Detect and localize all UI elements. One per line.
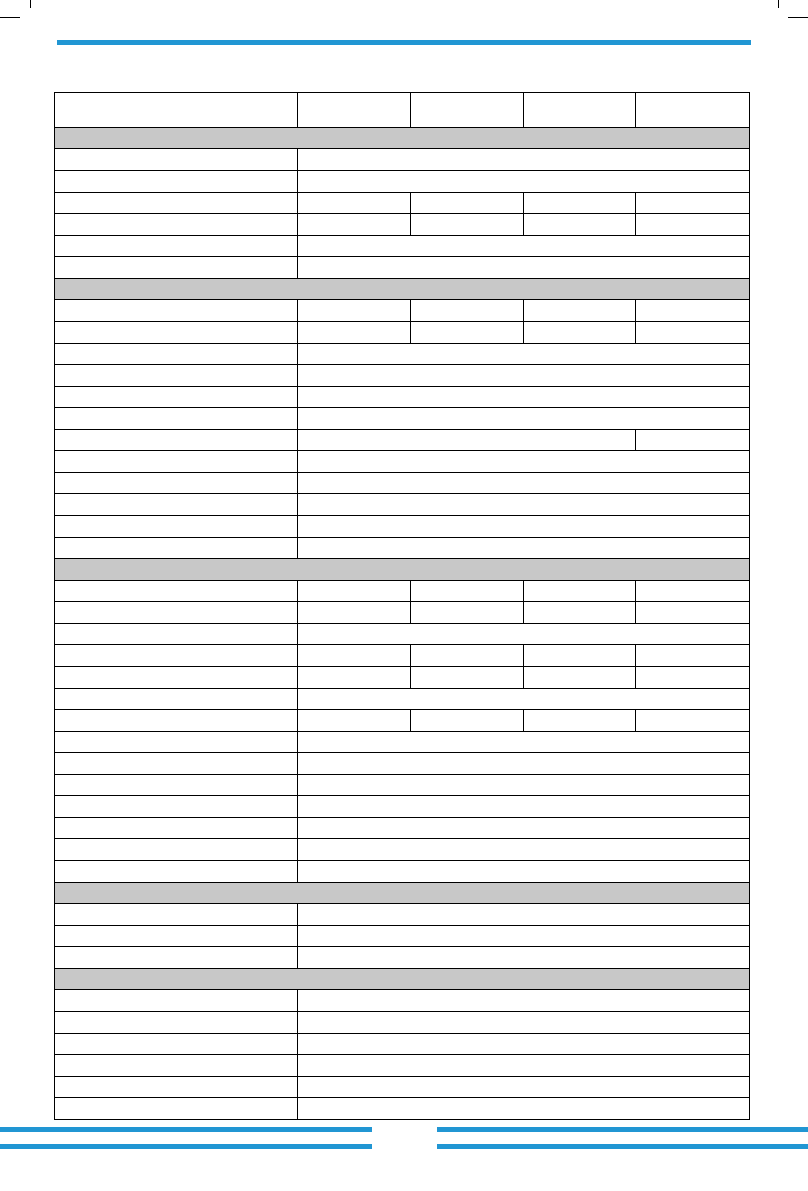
table-row — [55, 688, 750, 710]
footer-bar-right-lower — [437, 1144, 808, 1149]
row-label — [55, 1011, 298, 1033]
table-row — [55, 516, 750, 538]
section-header-row — [55, 278, 750, 300]
table-row — [55, 1055, 750, 1077]
row-value — [298, 214, 411, 236]
row-value — [298, 149, 750, 171]
row-value — [298, 1033, 750, 1055]
row-value — [636, 580, 750, 602]
row-label — [55, 149, 298, 171]
section-title — [55, 559, 750, 581]
table-row — [55, 149, 750, 171]
row-value — [411, 602, 524, 624]
row-value — [298, 1098, 750, 1120]
table-row — [55, 753, 750, 775]
table-row — [55, 321, 750, 343]
row-value — [298, 365, 750, 387]
table-row — [55, 731, 750, 753]
row-label — [55, 365, 298, 387]
row-label — [55, 408, 298, 430]
row-label — [55, 580, 298, 602]
row-value — [411, 666, 524, 688]
row-label — [55, 990, 298, 1012]
table-row — [55, 408, 750, 430]
row-value — [298, 817, 750, 839]
table-row — [55, 171, 750, 193]
row-label — [55, 192, 298, 214]
row-label — [55, 602, 298, 624]
row-value — [298, 1011, 750, 1033]
row-value — [298, 192, 411, 214]
row-label — [55, 516, 298, 538]
row-value — [636, 666, 750, 688]
row-value — [298, 839, 750, 861]
row-label — [55, 235, 298, 257]
table-row — [55, 623, 750, 645]
row-value — [298, 516, 750, 538]
row-label — [55, 861, 298, 883]
row-label — [55, 925, 298, 947]
table-row — [55, 861, 750, 883]
header-cell — [55, 93, 298, 128]
row-label — [55, 451, 298, 473]
row-label — [55, 429, 298, 451]
table-row — [55, 192, 750, 214]
row-value — [636, 429, 750, 451]
row-value — [636, 192, 750, 214]
table-row — [55, 214, 750, 236]
row-value — [524, 645, 636, 667]
row-label — [55, 817, 298, 839]
row-label — [55, 343, 298, 365]
row-value — [298, 537, 750, 559]
row-label — [55, 321, 298, 343]
row-value — [298, 904, 750, 926]
row-value — [298, 796, 750, 818]
row-value — [636, 645, 750, 667]
row-value — [298, 171, 750, 193]
table-row — [55, 817, 750, 839]
table-header-row — [55, 93, 750, 128]
row-label — [55, 947, 298, 969]
row-value — [298, 321, 411, 343]
row-value — [636, 321, 750, 343]
row-value — [524, 192, 636, 214]
row-label — [55, 171, 298, 193]
row-label — [55, 300, 298, 322]
row-label — [55, 472, 298, 494]
section-header-row — [55, 559, 750, 581]
row-label — [55, 537, 298, 559]
section-title — [55, 882, 750, 904]
table-row — [55, 429, 750, 451]
row-label — [55, 494, 298, 516]
row-value — [298, 688, 750, 710]
section-header-row — [55, 968, 750, 990]
row-value — [298, 947, 750, 969]
row-value — [298, 861, 750, 883]
row-value — [636, 300, 750, 322]
header-cell — [636, 93, 750, 128]
spec-table — [54, 92, 750, 1120]
row-value — [298, 494, 750, 516]
row-label — [55, 904, 298, 926]
row-value — [298, 990, 750, 1012]
row-label — [55, 1076, 298, 1098]
row-value — [298, 710, 411, 732]
row-value — [298, 408, 750, 430]
row-value — [636, 602, 750, 624]
row-value — [411, 300, 524, 322]
table-row — [55, 1076, 750, 1098]
row-value — [298, 602, 411, 624]
table-row — [55, 300, 750, 322]
row-value — [524, 580, 636, 602]
row-value — [298, 451, 750, 473]
table-row — [55, 451, 750, 473]
row-value — [636, 214, 750, 236]
crop-mark-top-left — [0, 17, 20, 18]
row-value — [298, 1076, 750, 1098]
row-value — [411, 192, 524, 214]
table-row — [55, 774, 750, 796]
row-value — [298, 1055, 750, 1077]
row-label — [55, 623, 298, 645]
page-number — [372, 1128, 436, 1152]
row-value — [298, 753, 750, 775]
header-cell — [298, 93, 411, 128]
row-label — [55, 753, 298, 775]
row-value — [411, 645, 524, 667]
table-row — [55, 1033, 750, 1055]
row-value — [298, 623, 750, 645]
row-label — [55, 731, 298, 753]
row-value — [298, 645, 411, 667]
table-row — [55, 645, 750, 667]
table-row — [55, 925, 750, 947]
table-row — [55, 666, 750, 688]
row-label — [55, 796, 298, 818]
row-value — [524, 321, 636, 343]
section-header-row — [55, 882, 750, 904]
row-value — [411, 214, 524, 236]
row-value — [298, 235, 750, 257]
table-row — [55, 947, 750, 969]
row-value — [411, 580, 524, 602]
row-value — [411, 321, 524, 343]
row-value — [298, 257, 750, 279]
row-value — [298, 472, 750, 494]
table-row — [55, 343, 750, 365]
row-value — [298, 666, 411, 688]
row-value — [524, 300, 636, 322]
row-label — [55, 1098, 298, 1120]
row-label — [55, 1033, 298, 1055]
table-row — [55, 472, 750, 494]
table-row — [55, 904, 750, 926]
row-label — [55, 774, 298, 796]
row-value — [524, 214, 636, 236]
row-value — [411, 710, 524, 732]
crop-mark-top-left — [30, 0, 31, 8]
row-value — [298, 386, 750, 408]
table-row — [55, 710, 750, 732]
row-value — [298, 774, 750, 796]
row-value — [524, 602, 636, 624]
table-row — [55, 796, 750, 818]
row-label — [55, 214, 298, 236]
header-cell — [411, 93, 524, 128]
row-label — [55, 839, 298, 861]
row-label — [55, 688, 298, 710]
table-row — [55, 990, 750, 1012]
table-row — [55, 1011, 750, 1033]
row-label — [55, 666, 298, 688]
row-value — [636, 710, 750, 732]
section-title — [55, 968, 750, 990]
table-row — [55, 602, 750, 624]
row-label — [55, 257, 298, 279]
footer-bar-left-lower — [0, 1144, 372, 1149]
row-value — [298, 731, 750, 753]
table-row — [55, 365, 750, 387]
footer-bar-right-upper — [437, 1127, 808, 1132]
table-row — [55, 257, 750, 279]
table-row — [55, 839, 750, 861]
row-label — [55, 645, 298, 667]
table-row — [55, 494, 750, 516]
crop-mark-top-right — [788, 17, 808, 18]
row-value — [524, 710, 636, 732]
table-row — [55, 580, 750, 602]
header-cell — [524, 93, 636, 128]
row-label — [55, 710, 298, 732]
section-title — [55, 127, 750, 149]
row-value — [298, 300, 411, 322]
row-value — [298, 429, 636, 451]
section-header-row — [55, 127, 750, 149]
row-value — [524, 666, 636, 688]
table-row — [55, 235, 750, 257]
row-label — [55, 386, 298, 408]
table-row — [55, 386, 750, 408]
table-row — [55, 537, 750, 559]
row-label — [55, 1055, 298, 1077]
section-title — [55, 278, 750, 300]
row-value — [298, 580, 411, 602]
footer-bar-left-upper — [0, 1127, 372, 1132]
row-value — [298, 925, 750, 947]
crop-mark-top-right — [778, 0, 779, 8]
table-row — [55, 1098, 750, 1120]
row-value — [298, 343, 750, 365]
header-accent-bar — [57, 40, 751, 45]
